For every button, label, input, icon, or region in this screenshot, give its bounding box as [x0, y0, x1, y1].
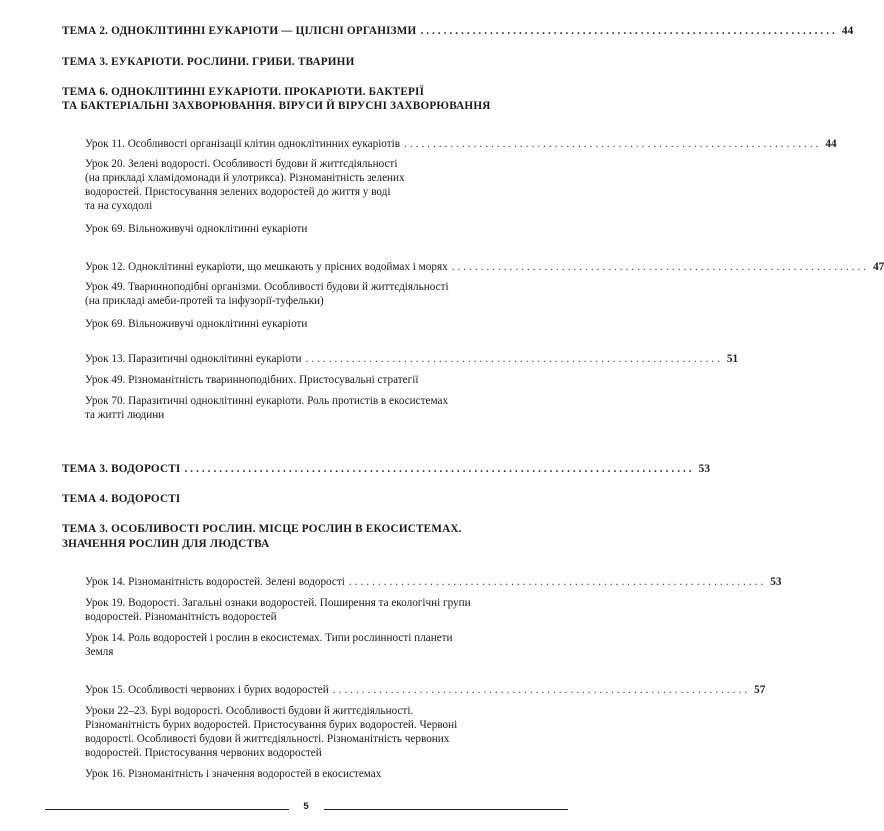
- lesson-line: водорості. Особливості будови й життєдіяльності. Різноманітність червоних: [85, 733, 450, 745]
- lesson-line: водоростей. Пристосування зелених водоростей до життя у воді: [85, 186, 391, 198]
- toc-entry-label: Урок 15. Особливості червоних і бурих водоростей: [85, 684, 329, 696]
- toc-topic-heading-line2: ЗНАЧЕННЯ РОСЛИН ДЛЯ ЛЮДСТВА: [62, 538, 270, 550]
- toc-entry-lesson: [85, 260, 884, 274]
- toc-topic-heading-line1: ТЕМА 3. ОСОБЛИВОСТІ РОСЛИН. МІСЦЕ РОСЛИН В ЕКОСИСТЕМАХ.: [62, 523, 462, 535]
- toc-entry-label: ТЕМА 3. ВОДОРОСТІ: [62, 463, 181, 475]
- lesson-line: водоростей. Різноманітність водоростей: [85, 611, 277, 623]
- leader-dots: ........................................................................: [420, 25, 838, 37]
- toc-entry-label: Урок 14. Різноманітність водоростей. Зелені водорості: [85, 576, 345, 588]
- lesson-line: Земля: [85, 646, 114, 658]
- toc-topic-heading-line1: ТЕМА 6. ОДНОКЛІТИННІ ЕУКАРІОТИ. ПРОКАРІОТИ. БАКТЕРІЇ: [62, 86, 425, 98]
- toc-topic-heading-line2: ТА БАКТЕРІАЛЬНІ ЗАХВОРЮВАННЯ. ВІРУСИ Й ВІРУСНІ ЗАХВОРЮВАННЯ: [62, 100, 491, 112]
- footer-rule-right: [324, 809, 568, 810]
- lesson-line: Урок 70. Паразитичні одноклітинні еукаріоти. Роль протистів в екосистемах: [85, 395, 449, 407]
- lesson-line: Уроки 22–23. Бурі водорості. Особливості будови й життєдіяльності.: [85, 705, 414, 717]
- lesson-line: Урок 20. Зелені водорості. Особливості будови й життєдіяльності: [85, 158, 398, 170]
- toc-entry-topic-2: [62, 24, 854, 38]
- toc-page-number: 53: [770, 576, 782, 588]
- toc-page-number: 57: [754, 684, 766, 696]
- toc-entry-label: Урок 13. Паразитичні одноклітинні еукаріоти: [85, 353, 302, 365]
- toc-entry-label: Урок 12. Одноклітинні еукаріоти, що мешкають у прісних водоймах і морях: [85, 261, 448, 273]
- toc-entry-label: Урок 11. Особливості організації клітин одноклітинних еукаріотів: [85, 138, 401, 150]
- toc-entry-label: ТЕМА 2. ОДНОКЛІТИННІ ЕУКАРІОТИ — ЦІЛІСНІ ОРГАНІЗМИ: [62, 25, 417, 37]
- toc-topic-heading: ТЕМА 3. ЕУКАРІОТИ. РОСЛИНИ. ГРИБИ. ТВАРИНИ: [62, 56, 355, 68]
- toc-topic-heading: ТЕМА 4. ВОДОРОСТІ: [62, 493, 181, 505]
- lesson-line: та на суходолі: [85, 200, 153, 212]
- lesson-line: Урок 49. Тваринноподібні організми. Особливості будови й життєдіяльності: [85, 281, 449, 293]
- toc-entry-lesson: [85, 352, 739, 366]
- toc-entry-lesson: [85, 683, 766, 697]
- toc-entry-topic-3: [62, 462, 711, 476]
- page-number: 5: [303, 801, 309, 812]
- lesson-line: (на прикладі хламідомонади й улотрикса). Різноманітність зелених: [85, 172, 405, 184]
- lesson-line: та житті людини: [85, 409, 165, 421]
- toc-page-number: 51: [726, 353, 739, 365]
- lesson-line: водоростей. Пристосування червоних водоростей: [85, 747, 322, 759]
- toc-page-number: 44: [825, 138, 837, 150]
- toc-page-number: 53: [698, 463, 711, 475]
- leader-dots: ........................................................................................: [184, 463, 695, 475]
- toc-entry-lesson: [85, 137, 837, 151]
- toc-page-number: 44: [841, 25, 854, 37]
- lesson-line: (на прикладі амеби-протей та інфузорії-туфельки): [85, 295, 324, 307]
- lesson-line: Урок 19. Водорості. Загальні ознаки водоростей. Поширення та екологічні групи: [85, 597, 471, 609]
- leader-dots: ........................................................................: [404, 138, 822, 150]
- lesson-line: Урок 69. Вільноживучі одноклітинні еукаріоти: [85, 223, 308, 235]
- lesson-line: Урок 14. Роль водоростей і рослин в екосистемах. Типи рослинності планети: [85, 632, 453, 644]
- leader-dots: ........................................................................: [451, 261, 870, 273]
- lesson-line: Урок 16. Різноманітність і значення водоростей в екосистемах: [85, 768, 382, 780]
- leader-dots: ........................................................................: [348, 576, 767, 588]
- lesson-line: Різноманітність бурих водоростей. Пристосування бурих водоростей. Червоні: [85, 719, 458, 731]
- leader-dots: ........................................................................: [332, 684, 751, 696]
- leader-dots: ........................................................................: [305, 353, 723, 365]
- lesson-line: Урок 49. Різноманітність тваринноподібних. Пристосувальні стратегії: [85, 374, 419, 386]
- toc-entry-lesson: [85, 575, 782, 589]
- footer-rule-left: [45, 809, 289, 810]
- toc-page-number: 47: [873, 261, 884, 273]
- lesson-line: Урок 69. Вільноживучі одноклітинні еукаріоти: [85, 318, 308, 330]
